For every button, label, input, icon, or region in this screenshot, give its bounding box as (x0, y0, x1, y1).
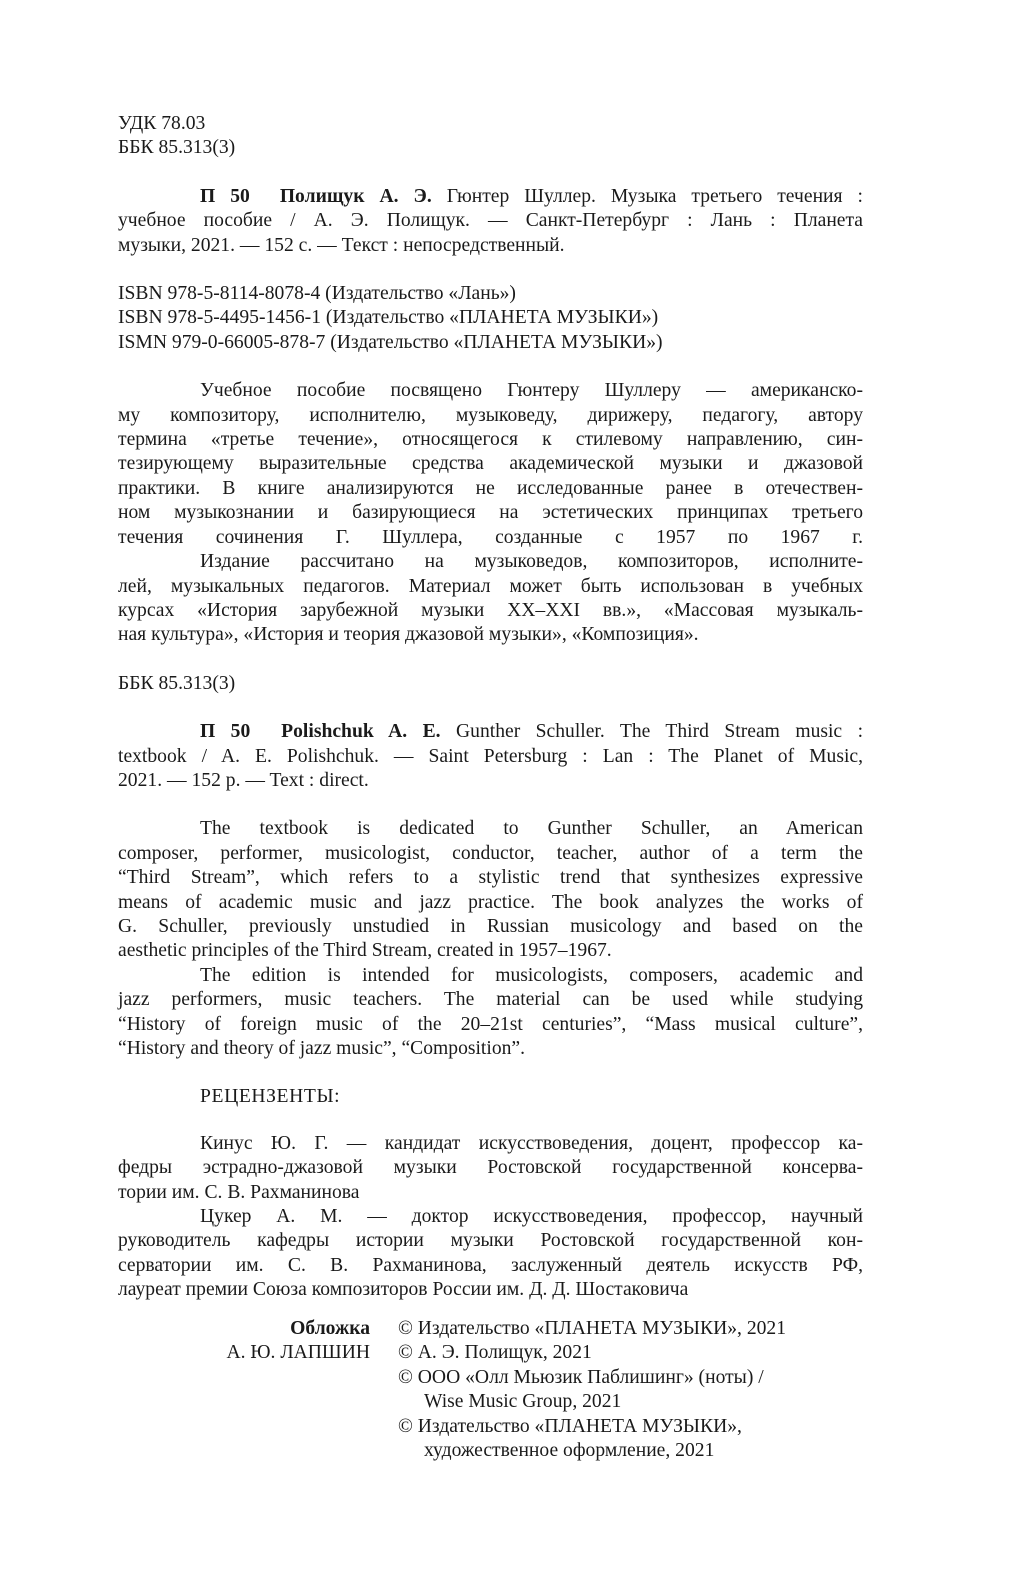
isbn-list (118, 282, 863, 355)
abstract-line: курсах «История зарубежной музыки XX–XXI вв.», «Массовая музыкаль- (118, 599, 863, 621)
reviewer-line: Кинус Ю. Г. — кандидат искусствоведения, доцент, профессор ка- (200, 1132, 863, 1154)
reviewer-line: лауреат премии Союза композиторов России им. Д. Д. Шостаковича (118, 1279, 689, 1301)
ru-entry-line: музыки, 2021. — 152 с. — Текст : непосредственный. (118, 234, 565, 256)
isbn-line: ISBN 978-5-4495-1456-1 (Издательство «ПЛАНЕТА МУЗЫКИ») (118, 307, 659, 329)
copyright-line: © Издательство «ПЛАНЕТА МУЗЫКИ», (398, 1415, 742, 1437)
english-bibliographic-entry (118, 720, 863, 793)
cover-artist: А. Ю. ЛАПШИН (226, 1342, 370, 1364)
abstract-line: “History and theory of jazz music”, “Composition”. (118, 1038, 526, 1059)
abstract-line: ная культура», «История и теория джазовой музыки», «Композиция». (118, 624, 699, 646)
abstract-line: G. Schuller, previously unstudied in Russian musicology and based on the (118, 915, 863, 937)
en-entry-index: П 50 (200, 721, 251, 743)
copyright-line: художественное оформление, 2021 (424, 1440, 715, 1462)
abstract-line: лей, музыкальных педагогов. Материал может быть использован в учебных (118, 575, 863, 597)
en-entry-line: textbook / A. E. Polishchuk. — Saint Petersburg : Lan : The Planet of Music, (118, 745, 863, 767)
abstract-line: ном музыкознании и базирующиеся на эстетических принципах третьего (118, 502, 863, 524)
en-entry-line: 2021. — 152 p. — Text : direct. (118, 769, 369, 791)
abstract-line: “Third Stream”, which refers to a stylistic trend that synthesizes expressive (118, 867, 863, 889)
reviewer-line: тории им. С. В. Рахманинова (118, 1181, 360, 1203)
reviewers-heading: РЕЦЕНЗЕНТЫ: (200, 1086, 341, 1108)
abstract-line: composer, performer, musicologist, conductor, teacher, author of a term the (118, 842, 863, 864)
abstract-line: means of academic music and jazz practice. The book analyzes the works of (118, 891, 863, 913)
en-entry-author: Polishchuk A. E. (281, 721, 441, 743)
abstract-line: “History of foreign music of the 20–21st centuries”, “Mass musical culture”, (118, 1013, 863, 1035)
abstract-line: The edition is intended for musicologists, composers, academic and (200, 964, 863, 986)
reviewer-line: Цукер А. М. — доктор искусствоведения, профессор, научный (200, 1206, 863, 1228)
copyright-line: © ООО «Олл Мьюзик Паблишинг» (ноты) / (398, 1366, 764, 1388)
ru-entry-author: Полищук А. Э. (279, 185, 432, 207)
cover-credit (118, 1317, 370, 1366)
abstract-line: практики. В книге анализируются не исследованные ранее в отечествен- (118, 477, 863, 499)
russian-bibliographic-entry (118, 185, 863, 258)
abstract-line: тезирующему выразительные средства академической музыки и джазовой (118, 453, 863, 475)
copyright-line: © Издательство «ПЛАНЕТА МУЗЫКИ», 2021 (398, 1318, 787, 1339)
copyright-line: Wise Music Group, 2021 (424, 1391, 622, 1413)
ru-entry-index: П 50 (200, 185, 250, 207)
reviewers-section (118, 1085, 863, 1302)
abstract-line: aesthetic principles of the Third Stream, created in 1957–1967. (118, 940, 612, 962)
copyright-list (398, 1317, 868, 1463)
en-entry-title: Gunther Schuller. The Third Stream music : (456, 721, 864, 743)
english-abstract (118, 817, 863, 1061)
abstract-line: течения сочинения Г. Шуллера, созданные с 1957 по 1967 г. (118, 526, 863, 548)
bbk-code-top: ББК 85.313(3) (118, 137, 236, 159)
abstract-line: Учебное пособие посвящено Гюнтеру Шуллеру — американско- (200, 380, 863, 402)
udk-code: УДК 78.03 (118, 113, 206, 134)
reviewer-line: федры эстрадно-джазовой музыки Ростовской государственной консерва- (118, 1157, 863, 1179)
isbn-line: ISBN 978-5-8114-8078-4 (Издательство «Лань») (118, 283, 516, 305)
abstract-line: The textbook is dedicated to Gunther Schuller, an American (200, 818, 863, 840)
ismn-line: ISMN 979-0-66005-878-7 (Издательство «ПЛАНЕТА МУЗЫКИ») (118, 331, 663, 353)
abstract-line: му композитору, исполнителю, музыковеду, дирижеру, педагогу, автору (118, 404, 863, 426)
abstract-line: Издание рассчитано на музыковедов, композиторов, исполните- (200, 551, 863, 573)
ru-entry-line: учебное пособие / А. Э. Полищук. — Санкт-Петербург : Лань : Планета (118, 210, 863, 232)
copyright-line: © А. Э. Полищук, 2021 (398, 1342, 592, 1364)
russian-abstract (118, 379, 863, 647)
ru-entry-title: Гюнтер Шуллер. Музыка третьего течения : (446, 185, 863, 207)
bbk-code-mid: ББК 85.313(3) (118, 672, 236, 694)
reviewer-line: руководитель кафедры истории музыки Ростовской государственной кон- (118, 1230, 863, 1252)
imprint-page (118, 112, 863, 1303)
abstract-line: jazz performers, music teachers. The material can be used while studying (118, 989, 863, 1011)
abstract-line: термина «третье течение», относящегося к стилевому направлению, син- (118, 429, 863, 451)
cover-label: Обложка (290, 1318, 370, 1339)
reviewer-line: серватории им. С. В. Рахманинова, заслуженный деятель искусств РФ, (118, 1254, 863, 1276)
